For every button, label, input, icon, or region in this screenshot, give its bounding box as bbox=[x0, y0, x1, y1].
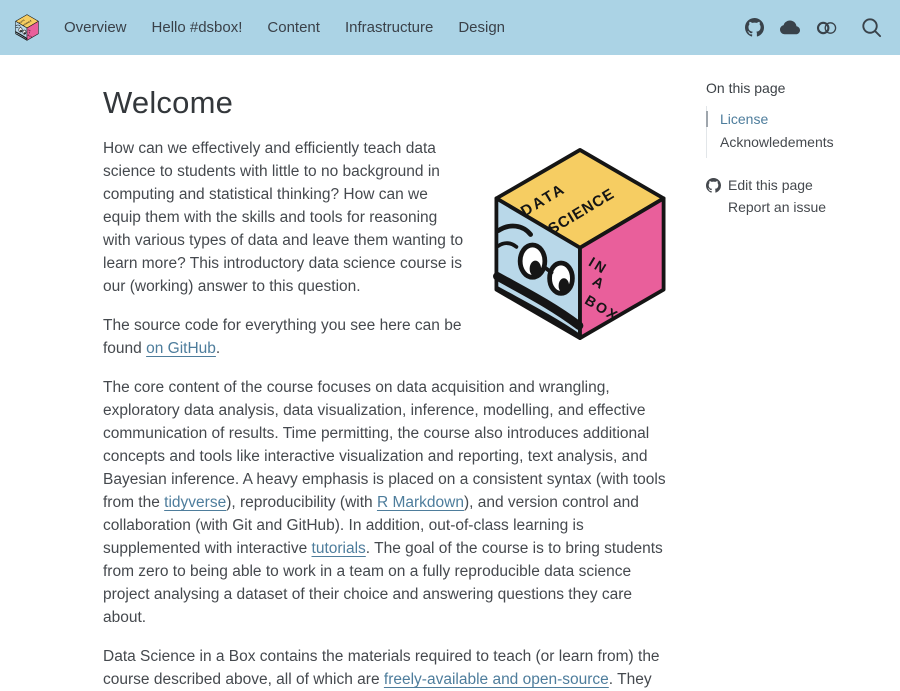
github-edit-icon bbox=[706, 178, 721, 193]
source-code-paragraph: The source code for everything you see here can be found on GitHub. bbox=[103, 317, 462, 357]
report-an-issue[interactable] bbox=[706, 196, 896, 218]
search-icon[interactable] bbox=[861, 17, 882, 38]
cloud-icon[interactable] bbox=[780, 18, 800, 38]
toc-title: On this page bbox=[706, 80, 786, 96]
report-an-issue-link[interactable]: Report an issue bbox=[728, 199, 827, 215]
nav-item-design[interactable]: Design bbox=[458, 19, 506, 36]
main-nav bbox=[54, 13, 520, 42]
toc-item-acknowledements[interactable] bbox=[720, 131, 896, 154]
inline-link[interactable]: tidyverse bbox=[164, 494, 227, 511]
toc-link-license[interactable]: License bbox=[720, 111, 769, 127]
toc-item-license[interactable] bbox=[720, 108, 896, 131]
edit-this-page[interactable] bbox=[706, 174, 896, 196]
github-icon[interactable] bbox=[745, 18, 764, 37]
page-content bbox=[103, 55, 675, 691]
toc-tools bbox=[706, 174, 896, 218]
inline-link[interactable]: R Markdown bbox=[376, 494, 464, 511]
toc-list bbox=[706, 106, 896, 158]
nav-item-overview[interactable]: Overview bbox=[64, 19, 127, 36]
dsbox-cube-illustration bbox=[485, 145, 675, 343]
site-logo[interactable] bbox=[14, 14, 40, 41]
core-content-paragraph: The core content of the course focuses on data acquisition and wrangling, exploratory data analysis, data visualization, inference, modelling, and effective communication of results. Time permitting, the course also introduces additional concepts and tools like interactive visualization and reporting, text analysis, and Bayesian inference. A heavy emphasis is placed on a consistent syntax (with tools from the tidyverse), reproducibility (with R Markdown), and version control and collaboration (with Git and GitHub). In addition, out-of-class learning is supplemented with interactive tutorials. The goal of the course is to bring students from zero to being able to work in a team on a fully reproducible data science project analysing a dataset of their choice and answering questions they care about. bbox=[103, 379, 666, 626]
inline-link[interactable]: freely-available and open-source bbox=[383, 671, 609, 688]
navbar-icon-group bbox=[745, 17, 882, 38]
dsbox-cube-logo-icon bbox=[14, 14, 40, 41]
inline-link[interactable]: tutorials bbox=[311, 540, 366, 557]
nav-item-content[interactable]: Content bbox=[267, 19, 320, 36]
page-title: Welcome bbox=[103, 85, 234, 120]
toc-link-acknowledements[interactable]: Acknowledements bbox=[720, 134, 834, 150]
nav-item-infrastructure[interactable]: Infrastructure bbox=[344, 19, 434, 36]
inline-link[interactable]: on GitHub bbox=[146, 340, 216, 357]
intro-paragraph: How can we effectively and efficiently teach data science to students with little to no background in computing and statistical thinking? How can we equip them with the skills and tools for reasoning with various types of data and leave them wanting to learn more? This introductory data science course is our (working) answer to this question. bbox=[103, 140, 464, 295]
materials-paragraph: Data Science in a Box contains the materials required to teach (or learn from) the course described above, all of which are freely-available and open-source. They bbox=[103, 648, 660, 688]
on-this-page-sidebar bbox=[706, 80, 896, 218]
edit-this-page-link[interactable]: Edit this page bbox=[728, 177, 813, 193]
top-navbar bbox=[0, 0, 900, 55]
theme-toggle-icon[interactable] bbox=[816, 20, 838, 36]
nav-item-hello-dsbox[interactable]: Hello #dsbox! bbox=[151, 19, 243, 36]
